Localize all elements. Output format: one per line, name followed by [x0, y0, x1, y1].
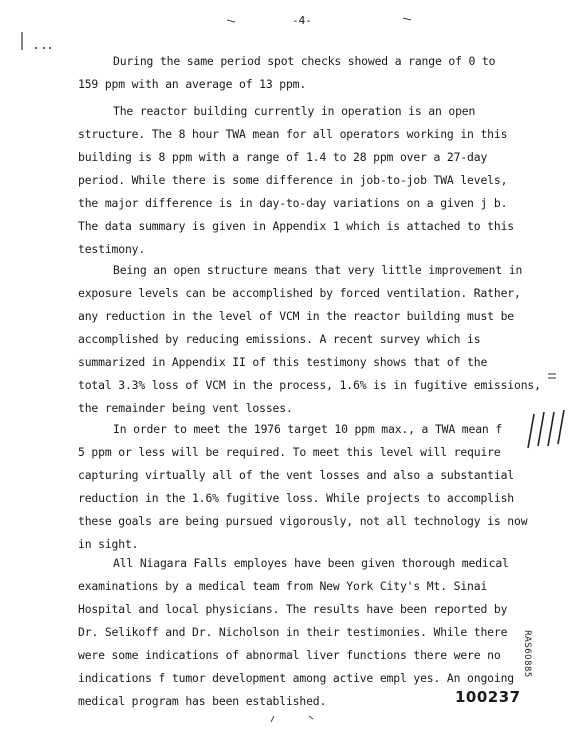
document-number: 100237 — [455, 688, 521, 706]
text-line: capturing virtually all of the vent losses and also a substantial — [78, 468, 515, 482]
text-line: All Niagara Falls employes have been given thorough medical — [113, 556, 509, 570]
text-line: reduction in the 1.6% fugitive loss. While projects to accomplish — [78, 491, 515, 505]
text-line: The reactor building currently in operation is an open — [113, 104, 476, 118]
text-line: in sight. — [78, 537, 139, 551]
text-line: structure. The 8 hour TWA mean for all operators working in this — [78, 127, 508, 141]
text-line: accomplished by reducing emissions. A recent survey which is — [78, 332, 481, 346]
right-margin-mark — [546, 370, 560, 384]
text-line: testimony. — [78, 242, 146, 256]
text-line: exposure levels can be accomplished by forced ventilation. Rather, — [78, 286, 521, 300]
text-line: the remainder being vent losses. — [78, 401, 293, 415]
text-line: Hospital and local physicians. The results have been reported by — [78, 602, 508, 616]
text-line: these goals are being pursued vigorously, not all technology is now — [78, 514, 528, 528]
margin-tick-marks — [520, 410, 570, 450]
text-line: indications f tumor development among active empl yes. An ongoing — [78, 671, 515, 685]
text-line: the major difference is in day-to-day variations on a given j b. — [78, 196, 508, 210]
page-number: -4- — [292, 14, 312, 27]
text-line: any reduction in the level of VCM in the reactor building must be — [78, 309, 515, 323]
text-line: During the same period spot checks showed a range of 0 to — [113, 54, 496, 68]
text-line: period. While there is some difference in job-to-job TWA levels, — [78, 173, 508, 187]
bates-number: RAS60885 — [522, 630, 532, 678]
text-line: 159 ppm with an average of 13 ppm. — [78, 77, 307, 91]
text-line: Dr. Selikoff and Dr. Nicholson in their testimonies. While there — [78, 625, 508, 639]
text-line: total 3.3% loss of VCM in the process, 1.6% is in fugitive emissions, — [78, 378, 541, 392]
text-line: The data summary is given in Appendix 1 which is attached to this — [78, 219, 515, 233]
left-margin-mark — [14, 30, 54, 60]
text-line: medical program has been established. — [78, 694, 327, 708]
text-line: 5 ppm or less will be required. To meet this level will require — [78, 445, 501, 459]
text-line: building is 8 ppm with a range of 1.4 to 28 ppm over a 27-day — [78, 150, 488, 164]
text-line: In order to meet the 1976 target 10 ppm max., a TWA mean f — [113, 422, 503, 436]
top-speck-marks — [225, 14, 425, 26]
text-line: were some indications of abnormal liver functions there were no — [78, 648, 501, 662]
text-line: summarized in Appendix II of this testimony shows that of the — [78, 355, 488, 369]
bottom-speck-mark — [265, 712, 325, 724]
text-line: examinations by a medical team from New York City's Mt. Sinai — [78, 579, 488, 593]
text-line: Being an open structure means that very little improvement in — [113, 263, 523, 277]
